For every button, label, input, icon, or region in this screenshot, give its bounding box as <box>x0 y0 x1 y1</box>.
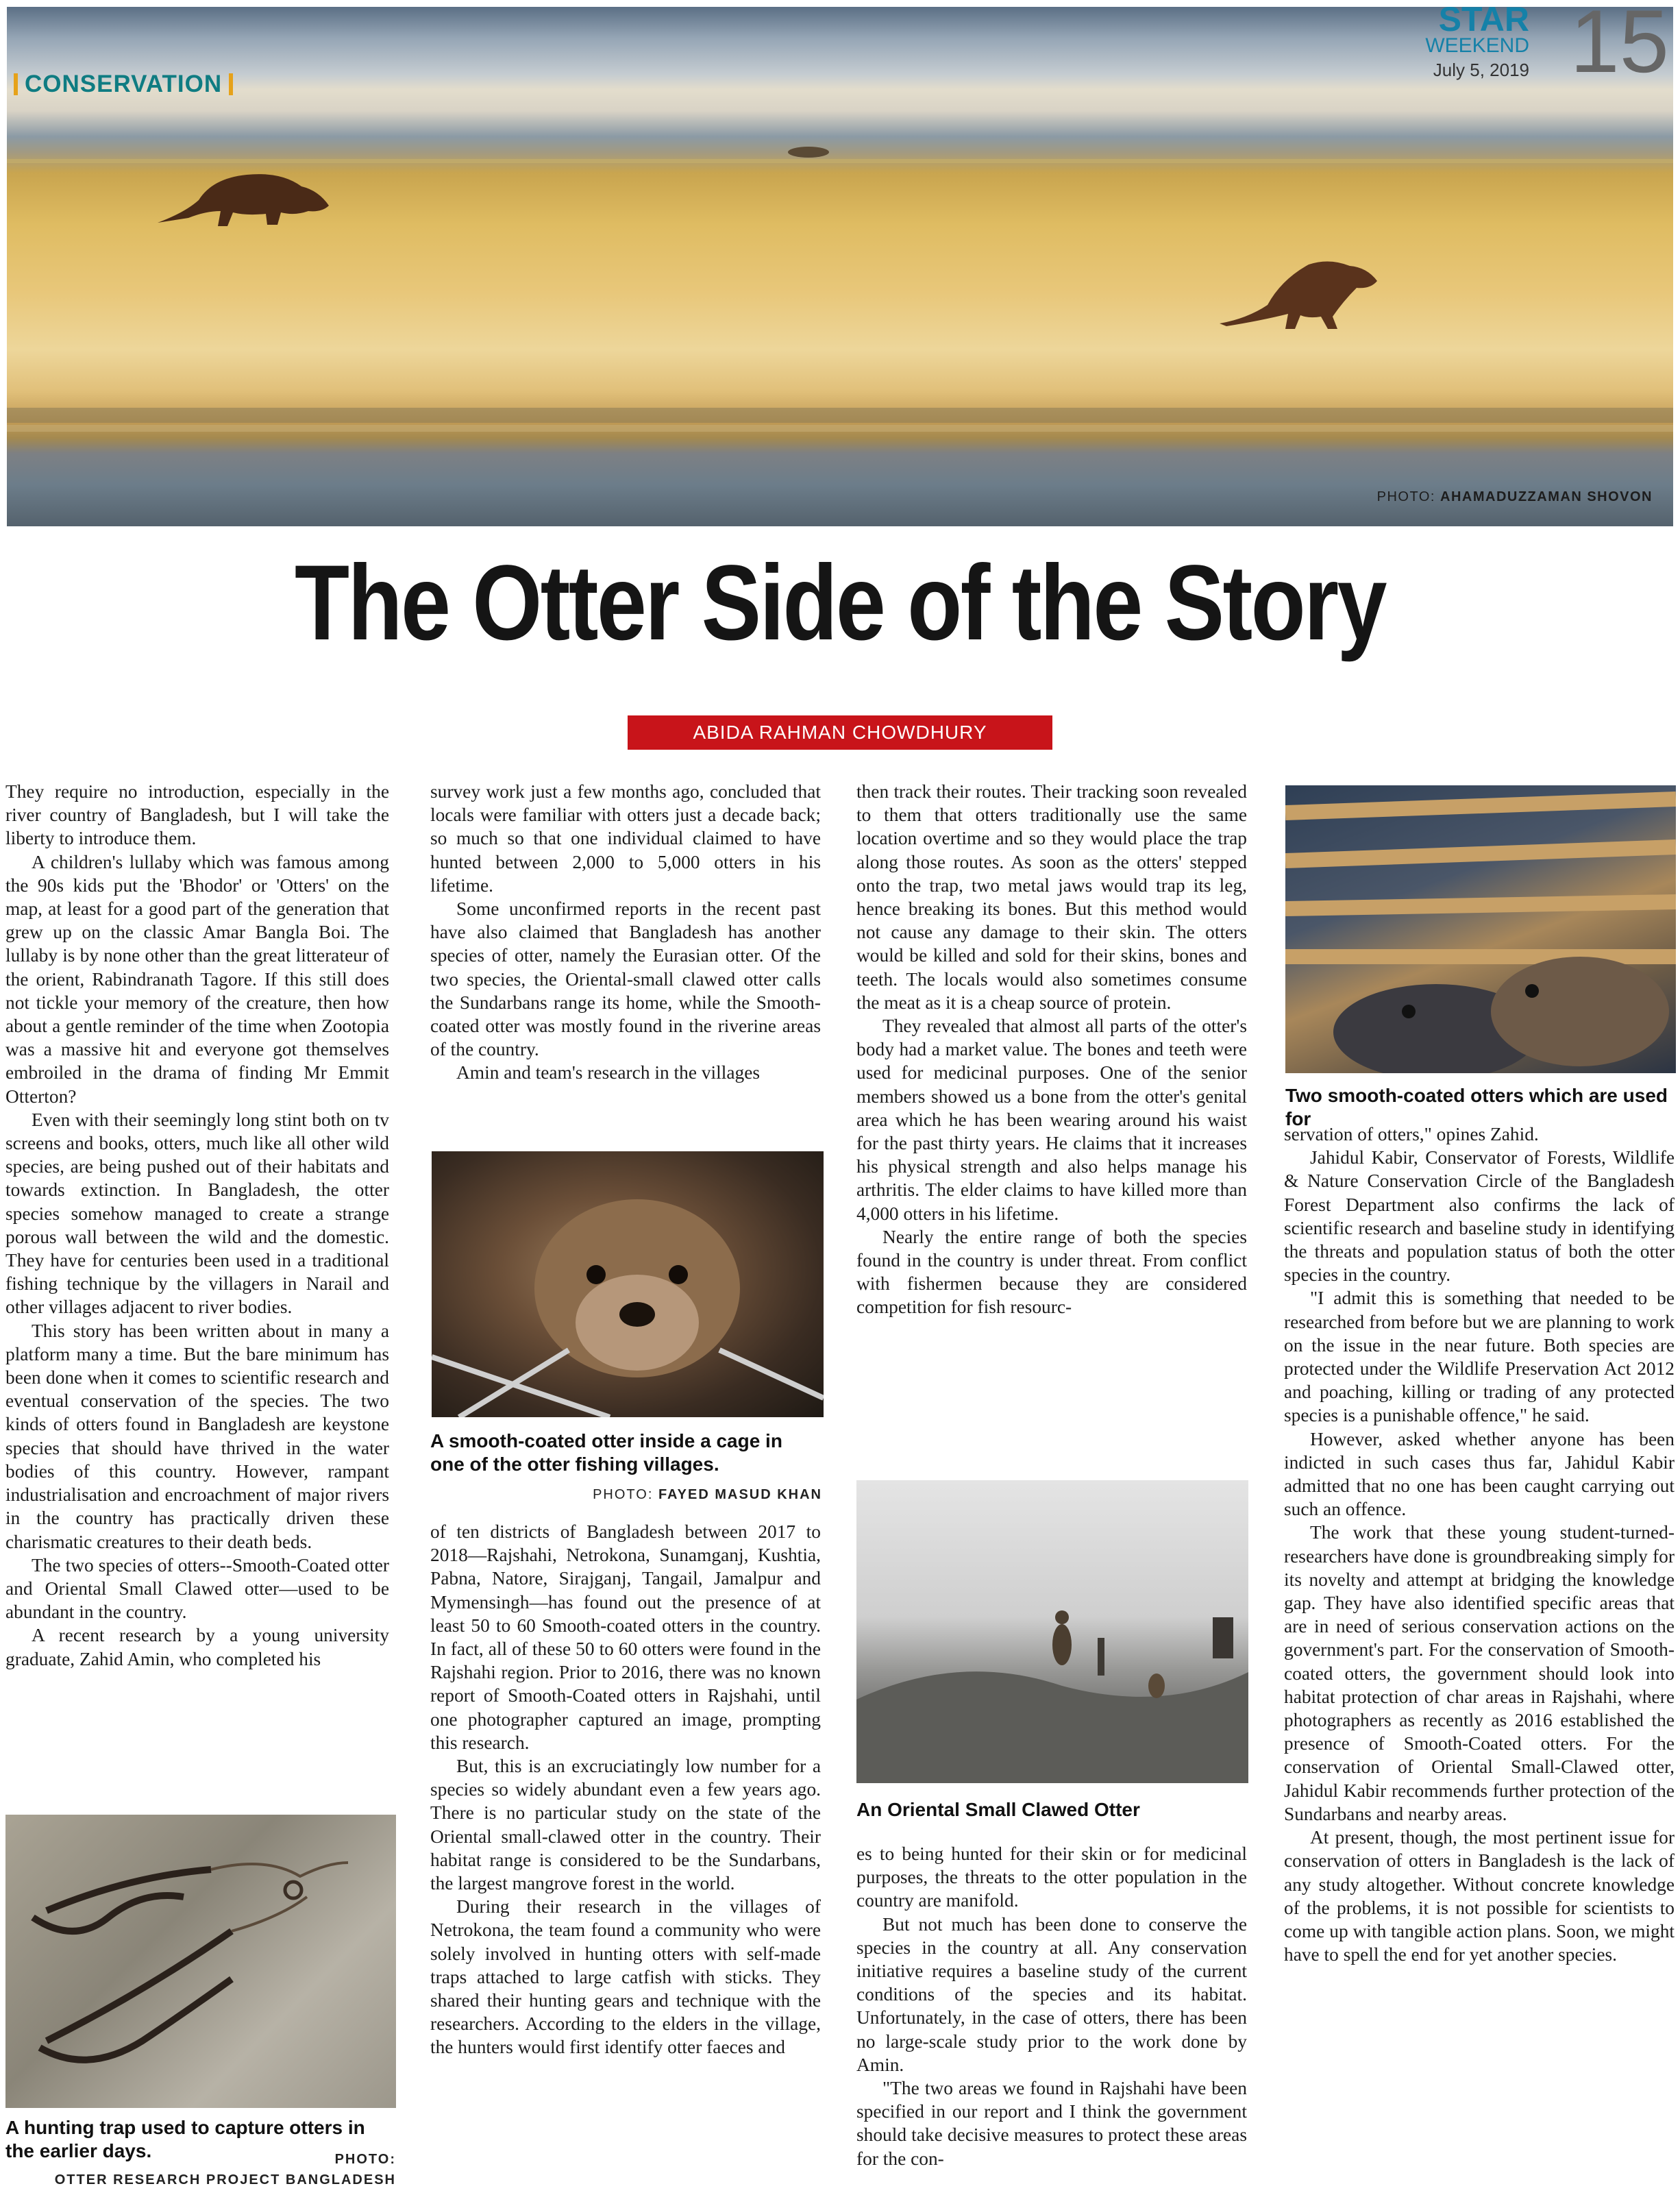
paragraph: During their research in the villages of Netrokona, the team found a community who were solely involved in hunting otters with self-made traps attached to large catfish with sticks. They shared their hunting gears and technique with the researchers. According to the elders in the village, the hunters would first identify otter faeces and <box>430 1896 821 2058</box>
brand-weekend: WEEKEND <box>1425 34 1529 57</box>
section-bar-right <box>229 73 233 95</box>
paragraph: "I admit this is something that needed to be researched from before but we are planning to work on the issue in the near future. Both species are protected under the Wildlife Preservation Act 2012 and poaching, killing or trading of any protected species is a punishable offence," he said. <box>1284 1288 1675 1426</box>
column-1-text <box>5 780 389 1671</box>
paragraph: Some unconfirmed reports in the recent past have also claimed that Bangladesh has another species of otter, namely the Eurasian otter. Of the two species, the Oriental-small clawed otter calls the Sundarbans range its home, while the Smooth-coated otter was mostly found in the riverine areas of the country. <box>430 898 821 1060</box>
otter-right-figure <box>1220 261 1377 329</box>
byline: ABIDA RAHMAN CHOWDHURY <box>628 715 1052 750</box>
caged-otter-photo <box>432 1151 824 1417</box>
paragraph: Jahidul Kabir, Conservator of Forests, Wildlife & Nature Conservation Circle of the Bangladesh Forest Department also confirms the lack of scientific research and baseline study in identifying the threats and population status of both the otter species in the country. <box>1284 1147 1675 1286</box>
paragraph: They require no introduction, especially in the river country of Bangladesh, but I will take the liberty to introduce them. <box>5 781 389 849</box>
paragraph: This story has been written about in many a platform many a time. But the bare minimum has been done when it comes to scientific research and eventual conservation of the species. The two kinds of otters found in Bangladesh are keystone species that should have thrived in the water bodies of this country. However, rampant industrialisation and encroachment of major rivers in the country has practically driven these charismatic creatures to their death beds. <box>5 1320 389 1552</box>
section-label <box>7 69 240 100</box>
trap-illustration <box>5 1815 396 2108</box>
issue-date: July 5, 2019 <box>1433 60 1529 80</box>
column-4-text <box>1284 1123 1675 1966</box>
paragraph: es to being hunted for their skin or for medicinal purposes, the threats to the otter population in the country are manifold. <box>856 1843 1247 1911</box>
caged-credit-name: FAYED MASUD KHAN <box>658 1487 822 1502</box>
paragraph: Even with their seemingly long stint both on tv screens and books, otters, much like all other wild species, are being pushed out of their habitats and towards extinction. In Bangladesh, the otter species somehow managed to create a strange porous wall between the wild and the domestic. They have for centuries been used in a traditional fishing technique by the villagers in Narail and other villages adjacent to river bodies. <box>5 1109 389 1318</box>
caged-otter-credit <box>430 1487 822 1503</box>
hero-credit-prefix: PHOTO: <box>1376 489 1441 504</box>
two-otters-illustration <box>1285 785 1676 1073</box>
paragraph: Nearly the entire range of both the species found in the country is under threat. From conflict with fishermen because they are considered competition for fish resourc- <box>856 1226 1247 1318</box>
paragraph: servation of otters," opines Zahid. <box>1284 1124 1539 1144</box>
otter-left-figure <box>158 174 329 226</box>
oriental-otter-caption: An Oriental Small Clawed Otter <box>856 1799 1140 1820</box>
hunting-trap-photo <box>5 1815 396 2108</box>
paragraph: At present, though, the most pertinent issue for conservation of otters in Bangladesh is the lack of any study altogether. Without concrete knowledge of the problems, it is not possible for scientists to come up with tangible action plans. Soon, we might have to spell the end for yet another species. <box>1284 1827 1675 1965</box>
trap-credit-name: OTTER RESEARCH PROJECT BANGLADESH <box>54 2172 396 2187</box>
two-otters-photo <box>1285 785 1676 1073</box>
paragraph: of ten districts of Bangladesh between 2017 to 2018—Rajshahi, Netrokona, Sunamganj, Kushtia, Pabna, Natore, Sirajganj, Tangail, Jamalpur and Mymensingh—has found out the presence of at least 50 to 60 Smooth-coated otters in the country. In fact, all of these 50 to 60 otters were found in the Rajshahi region. Prior to 2016, there was no known report of Smooth-Coated otters in Rajshahi, until one photographer captured an image, prompting this research. <box>430 1521 821 1753</box>
two-otters-caption: Two smooth-coated otters which are used for <box>1285 1085 1668 1129</box>
paragraph: But, this is an excruciatingly low number for a species so widely abundant even a few years ago. There is no particular study on the state of the Oriental small-clawed otter in the country. Their habitat range is considered to be the Sundarbans, the largest mangrove forest in the world. <box>430 1756 821 1894</box>
hero-credit-name: AHAMADUZZAMAN SHOVON <box>1440 489 1653 504</box>
section-title: CONSERVATION <box>25 71 223 97</box>
caged-credit-prefix: PHOTO: <box>593 1487 658 1502</box>
paragraph: Amin and team's research in the villages <box>456 1062 761 1083</box>
caged-otter-illustration <box>432 1151 824 1417</box>
trap-photo-credit <box>5 2172 396 2188</box>
oriental-otter-photo <box>856 1480 1248 1783</box>
trap-credit-label: PHOTO: <box>334 2152 396 2167</box>
hero-photo <box>7 7 1673 526</box>
brand-star: STAR <box>1438 0 1529 38</box>
oriental-otter-illustration <box>856 1480 1248 1783</box>
headline: The Otter Side of the Story <box>295 543 1385 663</box>
paragraph: The two species of otters--Smooth-Coated otter and Oriental Small Clawed otter—used to be abundant in the country. <box>5 1554 389 1623</box>
trap-photo-caption: A hunting trap used to capture otters in the earlier days. <box>5 2117 365 2161</box>
paragraph: A recent research by a young university graduate, Zahid Amin, who completed his <box>5 1625 389 1669</box>
hero-photo-credit <box>1377 489 1653 505</box>
column-3-top-text <box>856 780 1247 1319</box>
paragraph: survey work just a few months ago, concluded that locals were familiar with otters just a decade back; so much so that one individual claimed to have hunted between 2,000 to 5,000 otters in his lifetime. <box>430 781 821 896</box>
brand-block <box>1425 0 1529 81</box>
paragraph: They revealed that almost all parts of the otter's body had a market value. The bones and teeth were used for medicinal purposes. One of the senior members showed us a bone from the otter's genital area which he has been wearing around his waist for the past thirty years. He claims that it increases his physical strength and also helps manage his arthritis. The elder claims to have killed more than 4,000 otters in his lifetime. <box>856 1016 1247 1224</box>
paragraph: However, asked whether anyone has been indicted in such cases thus far, Jahidul Kabir admitted that no one has been caught carrying out such an offence. <box>1284 1428 1675 1520</box>
section-bar-left <box>14 73 18 95</box>
column-2-top-text <box>430 780 821 1085</box>
paragraph: But not much has been done to conserve the species in the country at all. Any conservation initiative requires a baseline study of the current conditions of the species and its habitat. Unfortunately, in the case of otters, there has been no large-scale study prior to the work done by Amin. <box>856 1913 1247 2075</box>
otters-on-sandbank-illustration <box>7 7 1673 526</box>
column-2-bottom-text <box>430 1520 821 2059</box>
paragraph: then track their routes. Their tracking soon revealed to them that otters traditionally use the same location overtime and so they would place the trap along those routes. As soon as the otters' stepped onto the trap, two metal jaws would trap its leg, hence breaking its bones. But this method would not cause any damage to their skin. The otters would be killed and sold for their skins, bones and teeth. The locals would also sometimes consume the meat as it is a cheap source of protein. <box>856 781 1247 1013</box>
paragraph: "The two areas we found in Rajshahi have been specified in our report and I think the government should take decisive measures to protect these areas for the con- <box>856 2078 1247 2169</box>
column-3-bottom-text <box>856 1842 1247 2170</box>
trap-photo-credit-prefix <box>5 2152 396 2168</box>
page-number: 15 <box>1570 0 1669 91</box>
caged-otter-caption: A smooth-coated otter inside a cage in one of the otter fishing villages. <box>430 1430 782 1475</box>
paragraph: The work that these young student-turned-researchers have done is groundbreaking simply for its novelty and attempt at bridging the knowledge gap. They have also identified specific areas that are in need of serious conservation actions on the government's part. For the conservation of Smooth-coated otters, the government should look into habitat protection of char areas in Rajshahi, where photographers as recently as 2016 established the presence of Smooth-Coated otters. For the conservation of Oriental Small-Clawed otter, Jahidul Kabir recommends further protection of the Sundarbans and nearby areas. <box>1284 1522 1675 1824</box>
paragraph: A children's lullaby which was famous among the 90s kids put the 'Bhodor' or 'Otters' on the map, at least for a good part of the generation that grew up on the classic Amar Bangla Boi. The lullaby is by none other than the great litterateur of the orient, Rabindranath Tagore. If this still does not tickle your memory of the creature, then how about a gentle reminder of the time when Zootopia was a massive hit and everyone got themselves embroiled in the drama of finding Mr Emmit Otterton? <box>5 851 389 1107</box>
